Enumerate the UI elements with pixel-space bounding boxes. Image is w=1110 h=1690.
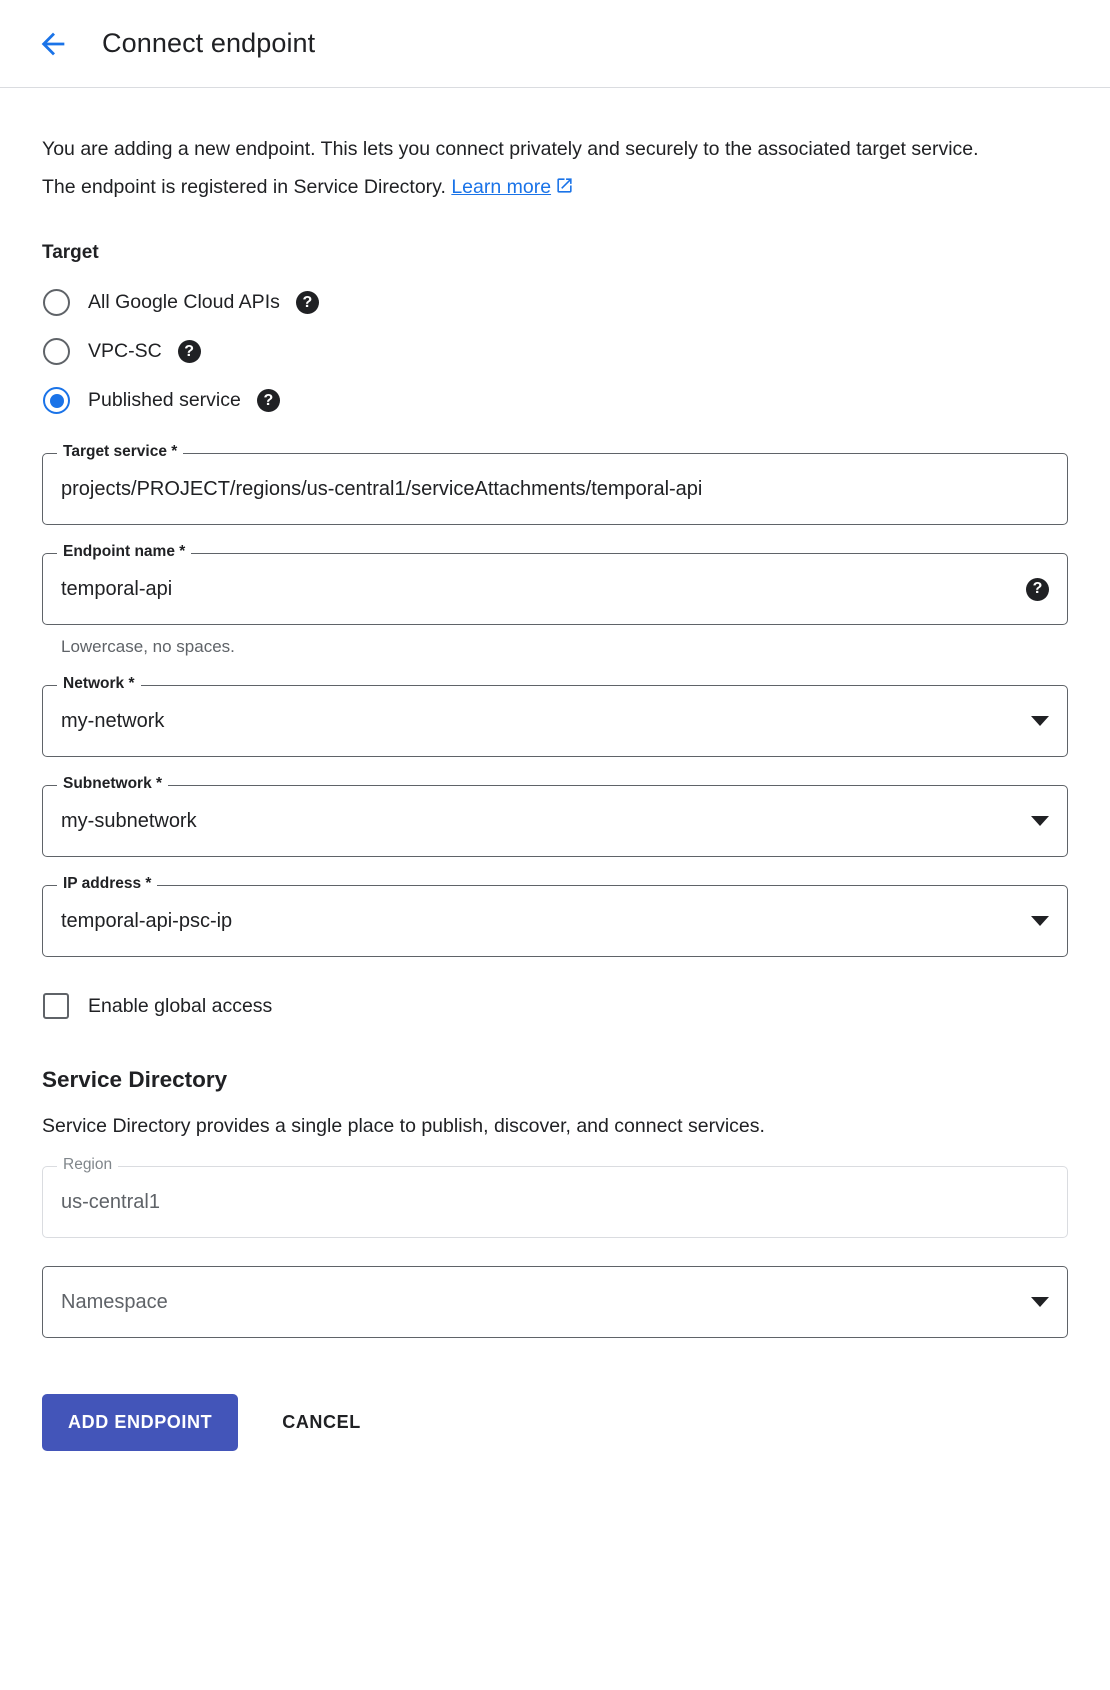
learn-more-link[interactable]: Learn more bbox=[451, 176, 552, 199]
page-header bbox=[0, 0, 1110, 88]
namespace-select[interactable] bbox=[42, 1266, 1068, 1338]
enable-global-access-checkbox[interactable] bbox=[42, 993, 1068, 1019]
target-service-label: Target service * bbox=[57, 443, 183, 461]
endpoint-name-field[interactable] bbox=[42, 543, 1068, 625]
intro-paragraph: You are adding a new endpoint. This lets you connect privately and securely to the associated target service. The endpoint is registered in Service Directory. bbox=[42, 138, 979, 199]
checkbox-label: Enable global access bbox=[88, 994, 273, 1017]
endpoint-name-value: temporal-api bbox=[61, 577, 173, 600]
subnetwork-value: my-subnetwork bbox=[61, 809, 197, 832]
target-section-label: Target bbox=[42, 242, 99, 264]
radio-label: Published service bbox=[88, 389, 241, 412]
service-directory-title: Service Directory bbox=[42, 1067, 228, 1093]
target-service-value: projects/PROJECT/regions/us-central1/serviceAttachments/temporal-api bbox=[61, 477, 703, 500]
back-arrow-icon[interactable] bbox=[30, 21, 76, 67]
chevron-down-icon[interactable] bbox=[1031, 716, 1049, 726]
chevron-down-icon[interactable] bbox=[1031, 1297, 1049, 1307]
radio-option-vpc-sc[interactable] bbox=[42, 327, 1068, 376]
radio-label: All Google Cloud APIs bbox=[88, 291, 280, 314]
page-title: Connect endpoint bbox=[102, 28, 316, 58]
radio-option-all-google-cloud-apis[interactable] bbox=[42, 278, 1068, 327]
chevron-down-icon[interactable] bbox=[1031, 916, 1049, 926]
help-icon[interactable]: ? bbox=[257, 389, 280, 412]
service-directory-description: Service Directory provides a single place to publish, discover, and connect services. bbox=[42, 1115, 765, 1138]
ip-address-label: IP address * bbox=[57, 875, 157, 893]
radio-option-published-service[interactable] bbox=[42, 376, 1068, 425]
add-endpoint-button[interactable]: ADD ENDPOINT bbox=[42, 1394, 238, 1451]
ip-address-select[interactable] bbox=[42, 875, 1068, 957]
endpoint-name-helper-text: Lowercase, no spaces. bbox=[61, 637, 235, 657]
help-icon[interactable]: ? bbox=[178, 340, 201, 363]
radio-indicator[interactable] bbox=[43, 387, 70, 414]
form-actions bbox=[42, 1394, 1068, 1491]
network-label: Network * bbox=[57, 675, 141, 693]
intro-text bbox=[42, 130, 1002, 208]
open-in-new-icon[interactable] bbox=[555, 170, 574, 208]
help-icon[interactable]: ? bbox=[1026, 578, 1049, 601]
region-label: Region bbox=[57, 1156, 118, 1174]
endpoint-name-label: Endpoint name * bbox=[57, 543, 191, 561]
chevron-down-icon[interactable] bbox=[1031, 816, 1049, 826]
subnetwork-label: Subnetwork * bbox=[57, 775, 168, 793]
help-icon[interactable]: ? bbox=[296, 291, 319, 314]
ip-address-value: temporal-api-psc-ip bbox=[61, 909, 233, 932]
network-value: my-network bbox=[61, 709, 165, 732]
cancel-button[interactable]: CANCEL bbox=[260, 1394, 383, 1451]
page-content bbox=[0, 88, 1110, 1491]
region-value: us-central1 bbox=[61, 1190, 160, 1213]
radio-label: VPC-SC bbox=[88, 340, 162, 363]
target-service-field[interactable] bbox=[42, 443, 1068, 525]
subnetwork-select[interactable] bbox=[42, 775, 1068, 857]
radio-indicator[interactable] bbox=[43, 338, 70, 365]
namespace-placeholder: Namespace bbox=[61, 1290, 168, 1313]
radio-indicator[interactable] bbox=[43, 289, 70, 316]
region-field bbox=[42, 1156, 1068, 1238]
checkbox-indicator[interactable] bbox=[43, 993, 69, 1019]
network-select[interactable] bbox=[42, 675, 1068, 757]
